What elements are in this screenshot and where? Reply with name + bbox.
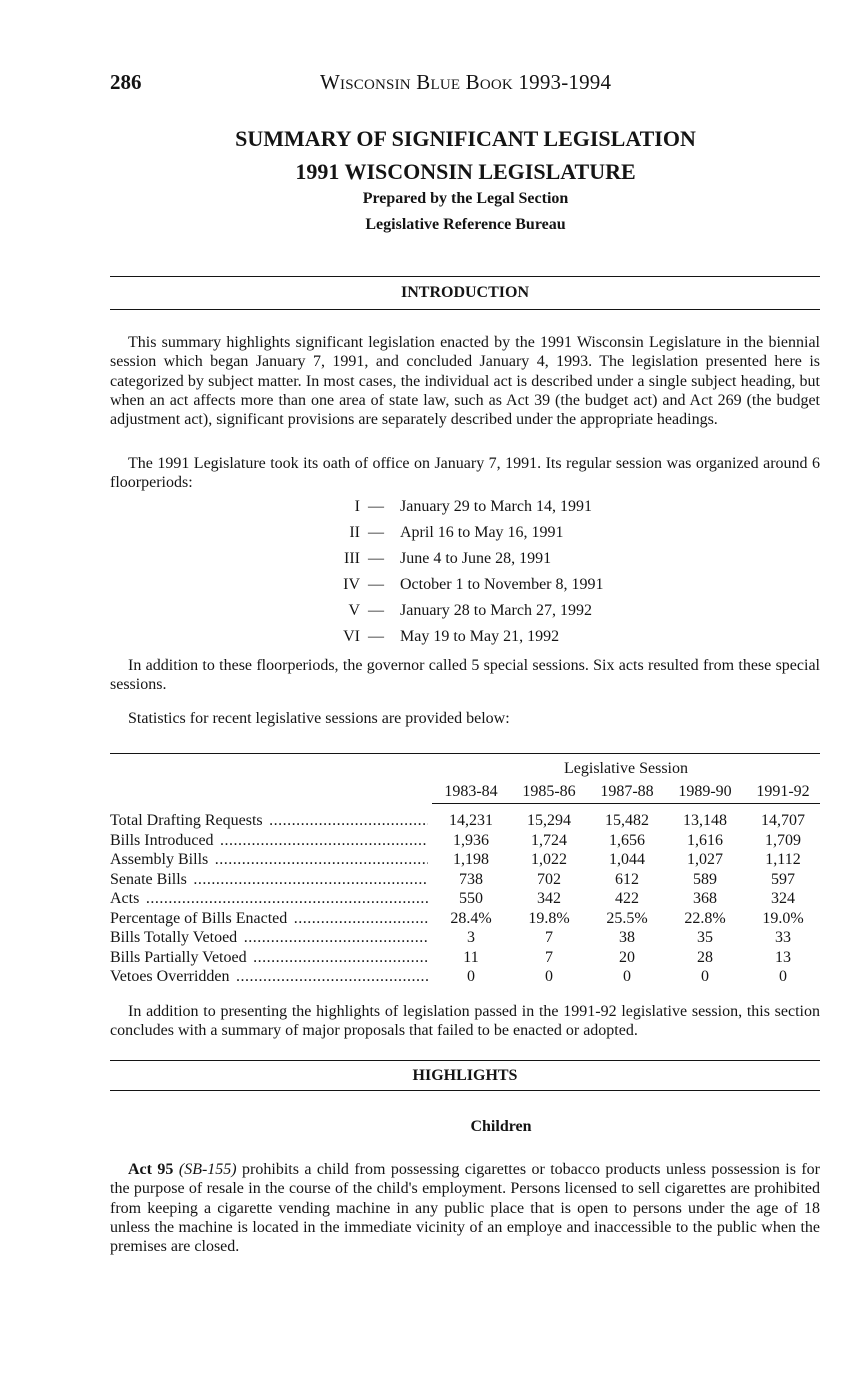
main-title: SUMMARY OF SIGNIFICANT LEGISLATION (235, 126, 696, 151)
column-header: 1987-88 (600, 783, 654, 800)
table-cell: 324 (771, 890, 795, 907)
act-95-paragraph (110, 1160, 820, 1256)
floorperiod-dates: April 16 to May 16, 1991 (400, 524, 564, 541)
column-header: 1983-84 (444, 783, 498, 800)
row-label-text: Percentage of Bills Enacted (110, 909, 288, 927)
floorperiod-dates: October 1 to November 8, 1991 (400, 576, 604, 593)
table-row (110, 812, 820, 832)
floorperiod-dash: — (368, 602, 384, 619)
table-cell: 1,027 (687, 851, 723, 868)
table-cell: 33 (775, 929, 791, 946)
table-cell: 3 (467, 929, 475, 946)
floorperiod-dates: June 4 to June 28, 1991 (400, 550, 552, 567)
row-label-text: Vetoes Overridden (110, 968, 230, 985)
table-header-row (432, 783, 820, 804)
statistics-intro-text: Statistics for recent legislative sessions are provided below: (128, 710, 510, 727)
table-cell: 35 (697, 929, 713, 946)
floorperiod-item (260, 628, 680, 654)
floorperiod-number: VI (343, 628, 360, 645)
table-cell: 1,044 (609, 851, 645, 868)
session-paragraph (110, 454, 820, 493)
row-label (110, 851, 428, 869)
table-row (110, 832, 820, 852)
table-cell: 22.8% (684, 909, 726, 927)
row-label-text: Acts (110, 890, 140, 907)
floorperiod-dash: — (368, 550, 384, 567)
table-cell: 13,148 (683, 812, 727, 829)
closing-paragraph-text: In addition to presenting the highlights of legislation passed in the 1991-92 legislative session, this section concludes with a summary of major proposals that failed to be enacted or adopted. (110, 1003, 820, 1040)
intro-paragraph (110, 333, 820, 429)
table-row (110, 890, 820, 910)
floorperiod-item (260, 576, 680, 602)
table-row (110, 910, 820, 930)
introduction-heading: INTRODUCTION (400, 284, 529, 301)
floorperiod-dash: — (368, 576, 384, 593)
table-cell: 13 (775, 948, 791, 966)
table-cell: 38 (619, 929, 635, 946)
floorperiod-number: IV (343, 576, 360, 593)
floorperiod-dates: January 29 to March 14, 1991 (400, 498, 592, 515)
table-cell: 15,482 (605, 812, 649, 829)
act-bill-number: (SB-155) (178, 1161, 237, 1178)
table-cell: 0 (467, 968, 475, 985)
table-cell: 0 (545, 968, 553, 985)
floorperiod-dash: — (368, 628, 384, 645)
table-cell: 14,707 (761, 812, 805, 829)
column-header: 1989-90 (678, 783, 732, 800)
row-label (110, 910, 428, 928)
row-label (110, 812, 428, 830)
divider (110, 1090, 820, 1091)
table-cell: 15,294 (527, 812, 571, 829)
row-label-text: Total Drafting Requests (110, 812, 263, 829)
floorperiod-item (260, 602, 680, 628)
table-row (110, 929, 820, 949)
row-label (110, 929, 428, 947)
column-header: 1991-92 (756, 783, 810, 800)
table-cell: 28 (697, 948, 713, 966)
special-sessions-paragraph (110, 656, 820, 695)
table-cell: 1,022 (531, 851, 567, 868)
floorperiod-item (260, 524, 680, 550)
table-cell: 0 (701, 968, 709, 985)
special-sessions-text: In addition to these floorperiods, the governor called 5 special sessions. Six acts resulted from these special sessions. (110, 657, 820, 694)
act-name: Act 95 (128, 1161, 174, 1178)
table-cell: 28.4% (450, 909, 492, 927)
floorperiod-list (260, 498, 680, 654)
row-label-text: Assembly Bills (110, 851, 209, 868)
floorperiod-dash: — (368, 498, 384, 515)
table-cell: 11 (463, 948, 479, 966)
table-cell: 589 (693, 870, 717, 888)
bureau-name: Legislative Reference Bureau (365, 216, 566, 233)
divider (110, 753, 820, 754)
divider (110, 309, 820, 310)
table-row (110, 871, 820, 891)
table-cell: 612 (615, 870, 639, 888)
floorperiod-number: II (349, 524, 360, 541)
table-cell: 0 (623, 968, 631, 985)
table-cell: 368 (693, 890, 717, 907)
table-cell: 19.0% (762, 909, 804, 927)
statistics-intro (110, 709, 820, 728)
page-number: 286 (110, 70, 142, 94)
divider (110, 1060, 820, 1061)
main-subtitle: 1991 WISCONSIN LEGISLATURE (295, 159, 636, 184)
session-paragraph-text: The 1991 Legislature took its oath of office on January 7, 1991. Its regular session was organized around 6 floorperiods: (110, 455, 820, 492)
page-header (110, 70, 820, 98)
table-cell: 738 (459, 870, 483, 888)
table-cell: 19.8% (528, 909, 570, 927)
running-title: Wisconsin Blue Book 1993-1994 (320, 70, 612, 94)
table-cell: 14,231 (449, 812, 493, 829)
table-cell: 702 (537, 870, 561, 888)
row-label (110, 890, 428, 908)
table-cell: 0 (779, 968, 787, 985)
column-header: 1985-86 (522, 783, 576, 800)
floorperiod-dash: — (368, 524, 384, 541)
row-label-text: Bills Introduced (110, 831, 214, 849)
table-cell: 20 (619, 948, 635, 966)
table-row (110, 968, 820, 988)
children-subheading: Children (470, 1118, 532, 1135)
floorperiod-item (260, 550, 680, 576)
row-label (110, 949, 428, 967)
highlights-heading: HIGHLIGHTS (412, 1067, 518, 1084)
table-cell: 1,936 (453, 831, 489, 849)
table-row (110, 949, 820, 969)
table-cell: 550 (459, 890, 483, 907)
table-cell: 7 (545, 929, 553, 946)
table-cell: 1,709 (765, 831, 801, 849)
table-row (110, 851, 820, 871)
table-cell: 1,656 (609, 831, 645, 849)
row-label-text: Bills Partially Vetoed (110, 948, 247, 966)
table-caption: Legislative Session (564, 760, 688, 777)
divider (110, 276, 820, 277)
row-label-text: Senate Bills (110, 870, 187, 888)
prepared-by: Prepared by the Legal Section (362, 190, 569, 207)
floorperiod-number: III (344, 550, 360, 567)
table-cell: 342 (537, 890, 561, 907)
table-cell: 1,198 (453, 851, 489, 868)
floorperiod-number: I (354, 498, 360, 515)
table-cell: 7 (545, 948, 553, 966)
floorperiod-item (260, 498, 680, 524)
intro-paragraph-text: This summary highlights significant legislation enacted by the 1991 Wisconsin Legislature in the biennial session which began January 7, 1991, and concluded January 4, 1993. The legislation presented here is categorized by subject matter. In most cases, the individual act is described under a single subject heading, but when an act affects more than one area of state law, such as Act 39 (the budget act) and Act 269 (the budget adjustment act), significant provisions are separately described under the appropriate headings. (110, 334, 820, 429)
row-label-text: Bills Totally Vetoed (110, 929, 238, 946)
floorperiod-dates: January 28 to March 27, 1992 (400, 602, 592, 619)
floorperiod-dates: May 19 to May 21, 1992 (400, 628, 560, 645)
table-cell: 597 (771, 870, 795, 888)
floorperiod-number: V (348, 602, 360, 619)
table-cell: 1,724 (531, 831, 567, 849)
table-cell: 1,112 (765, 851, 801, 868)
closing-paragraph (110, 1002, 820, 1041)
table-cell: 422 (615, 890, 639, 907)
act-description: prohibits a child from possessing cigarettes or tobacco products unless possession is for the purpose of resale in the course of the child's employment. Persons licensed to sell cigarettes are prohibited from keeping a cigarette vending machine in any public place that is open to persons under the age of 18 unless the machine is located in the immediate vicinity of an employe and inaccessible to the public when the premises are closed. (110, 1161, 821, 1256)
table-cell: 1,616 (687, 831, 723, 849)
row-label (110, 871, 428, 889)
row-label (110, 968, 428, 986)
table-cell: 25.5% (606, 909, 648, 927)
row-label (110, 832, 428, 850)
